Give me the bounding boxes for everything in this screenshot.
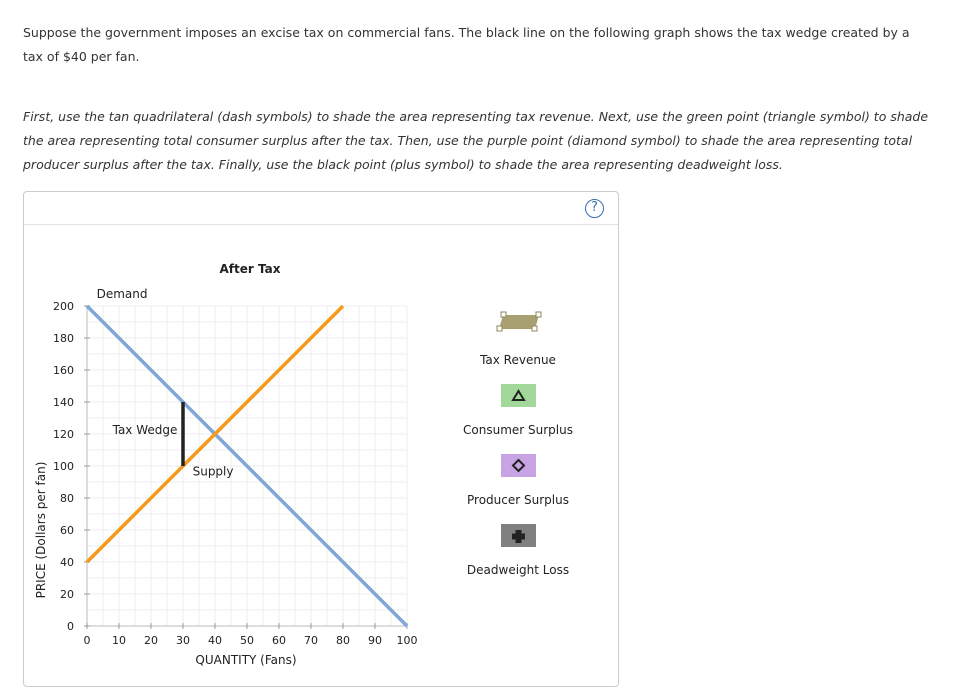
y-axis-label: PRICE (Dollars per fan) — [34, 461, 48, 599]
annotation-supply: Supply — [192, 464, 234, 479]
x-axis-label: QUANTITY (Fans) — [195, 653, 297, 667]
x-tick-label: 60 — [272, 634, 286, 647]
annotation-tax-wedge: Tax Wedge — [112, 423, 178, 437]
y-tick-label: 120 — [53, 428, 74, 441]
legend-deadweight-loss-label: Deadweight Loss — [466, 563, 570, 577]
legend-producer-surplus-label: Producer Surplus — [467, 493, 569, 507]
producer-surplus-tool[interactable] — [501, 454, 536, 477]
legend-consumer-surplus-label: Consumer Surplus — [463, 423, 573, 437]
chart[interactable] — [24, 192, 618, 686]
x-tick-label: 100 — [396, 634, 418, 647]
x-tick-label: 10 — [112, 634, 126, 647]
consumer-surplus-tool[interactable] — [501, 384, 536, 407]
y-tick-label: 100 — [53, 460, 74, 473]
intro-text: Suppose the government imposes an excise tax on commercial fans. The black line on the following graph shows the tax wedge created by a tax of $40 per fan. — [23, 25, 910, 64]
annotation-demand: Demand — [96, 287, 148, 301]
tax-revenue-tool[interactable] — [497, 312, 541, 331]
x-tick-label: 0 — [83, 634, 91, 647]
x-tick-label: 40 — [208, 634, 222, 647]
y-tick-label: 40 — [60, 556, 74, 569]
x-tick-label: 50 — [240, 634, 254, 647]
y-tick-label: 160 — [53, 364, 74, 377]
chart-title: After Tax — [219, 262, 281, 276]
x-tick-label: 30 — [176, 634, 190, 647]
deadweight-loss-tool[interactable] — [501, 524, 536, 547]
y-tick-label: 0 — [67, 620, 74, 633]
y-tick-label: 200 — [53, 300, 74, 313]
y-tick-label: 20 — [60, 588, 74, 601]
y-tick-label: 60 — [60, 524, 74, 537]
y-tick-label: 180 — [53, 332, 74, 345]
y-tick-label: 140 — [53, 396, 74, 409]
legend-tax-revenue-label: Tax Revenue — [480, 353, 556, 367]
chart-axes — [53, 300, 418, 647]
x-tick-label: 80 — [336, 634, 350, 647]
x-tick-label: 70 — [304, 634, 318, 647]
x-tick-label: 90 — [368, 634, 382, 647]
x-tick-label: 20 — [144, 634, 158, 647]
graph-panel — [23, 191, 619, 687]
help-icon[interactable]: ? — [585, 199, 604, 218]
y-tick-label: 80 — [60, 492, 74, 505]
instructions-text: First, use the tan quadrilateral (dash symbols) to shade the area representing tax revenue. Next, use the green point (triangle symbol) to shade the area representing total consumer surplus after the tax. Then, use the purple point (diamond symbol) to shade the area representing total producer surplus after the tax. Finally, use the black point (plus symbol) to shade the area representing deadweight loss. — [23, 109, 929, 172]
